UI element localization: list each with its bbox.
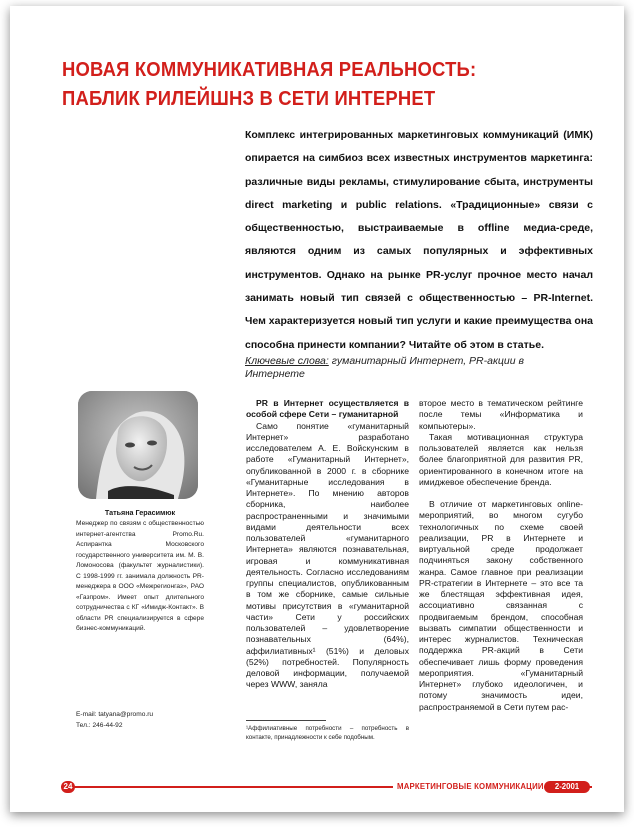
- journal-name: МАРКЕТИНГОВЫЕ КОММУНИКАЦИИ: [393, 781, 548, 793]
- title-line-2: ПАБЛИК РИЛЕЙШНЗ В СЕТИ ИНТЕРНЕТ: [62, 87, 436, 110]
- author-photo: [78, 391, 198, 499]
- footnote-divider: [246, 720, 326, 721]
- keywords-label: Ключевые слова:: [245, 355, 329, 367]
- paragraph: В отличие от маркетинговых online-мероприятий, во многом сугубо технологичных по схеме своей реализации, PR в Интернете и виртуальной среде продолжает подчиняться закону собственного жанра. Самое главное при реализации PR-стратегии в Интернете – это все та же блестящая эффективная идея, ассоциативно связанная с продвигаемым брендом, способная вызвать симпатии общественности и интерес журналистов. Техническая поддержка PR-акций в Сети обеспечивает лишь форму проведения мероприятия. «Гуманитарный Интернет» глубоко идеологичен, и потому значимость идеи, распространяемой в Сети путем рас-: [419, 499, 583, 712]
- keywords-text: гуманитарный Интернет, PR-акции в Интернете: [245, 355, 525, 380]
- article-lead: Комплекс интегрированных маркетинговых коммуникаций (ИМК) опирается на симбиоз всех известных инструментов маркетинга: различные виды рекламы, стимулирование сбыта, инструменты direct marketing и public relations. «Традиционные» связи с общественностью, выстраиваемые в offline медиа-среде, являются одним из самых популярных и эффективных инструментов. Однако на рынке PR-услуг прочное место начал занимать новый тип связей с общественностью – PR-Internet. Чем характеризуется новый тип услуги и какие преимущества она способна принести компании? Читайте об этом в статье.: [245, 129, 593, 351]
- body-column-right: [419, 398, 583, 713]
- paragraph: второе место в тематическом рейтинге после темы «Информатика и компьютеры».: [419, 398, 583, 431]
- paragraph: Такая мотивационная структура пользователей является как нельзя более благоприятной для развития PR, ориентированного в конечном итоге на имиджевое обеспечение бренда.: [419, 431, 583, 487]
- author-name: Татьяна Герасимюк: [104, 508, 176, 517]
- author-portrait-image: [78, 391, 198, 499]
- author-contacts: [76, 710, 204, 731]
- article-keywords: [245, 355, 565, 381]
- body-column-left: [246, 398, 409, 691]
- section-headline: PR в Интернет осуществляется в особой сфере Сети – гуманитарной: [246, 398, 409, 420]
- article-title: [62, 55, 530, 113]
- title-line-1: НОВАЯ КОММУНИКАТИВНАЯ РЕАЛЬНОСТЬ:: [62, 58, 477, 81]
- page-number: 24: [61, 781, 75, 793]
- issue-badge: 2-2001: [544, 781, 590, 793]
- author-bio: Менеджер по связям с общественностью интернет-агентства Promo.Ru. Аспирантка Московского государственного университета им. М. В. Ломоносова (факультет журналистики). С 1998-1999 гг. занимала должность PR-менеджера в ООО «Межрегионгаз», РАО «Газпром». Имеет опыт длительного сотрудничества с КГ «Имидж-Контакт». В области PR специализируется в сфере бизнес-коммуникаций.: [76, 520, 204, 632]
- footnote: ¹Аффилиативные потребности – потребность в контакте, принадлежности к себе подобным.: [246, 725, 409, 741]
- author-email[interactable]: E-mail: tatyana@promo.ru: [76, 711, 154, 718]
- paragraph: Само понятие «гуманитарный Интернет» разработано исследователем А. Е. Войскунским в работе «Гуманитарный Интернет», опубликованной в 2000 г. в сборнике «Гуманитарные исследования в Интернете». По мнению авторов сборника, наиболее распространенными и значимыми видами деятельности всех пользователей «гуманитарного Интернета» являются познавательная, игровая и коммуникативная деятельность. Согласно исследованиям группы специалистов, опубликованным в том же сборнике, самые сильные мотивы присутствия в «гуманитарной части» Сети у российских пользователей – удовлетворение познавательных (64%), аффилиативных¹ (51%) и деловых (52%) потребностей. Популярность деловой информации, получаемой через WWW, заняла: [246, 420, 409, 690]
- author-phone: Тел.: 246-44-92: [76, 721, 123, 729]
- magazine-page: [16, 8, 618, 808]
